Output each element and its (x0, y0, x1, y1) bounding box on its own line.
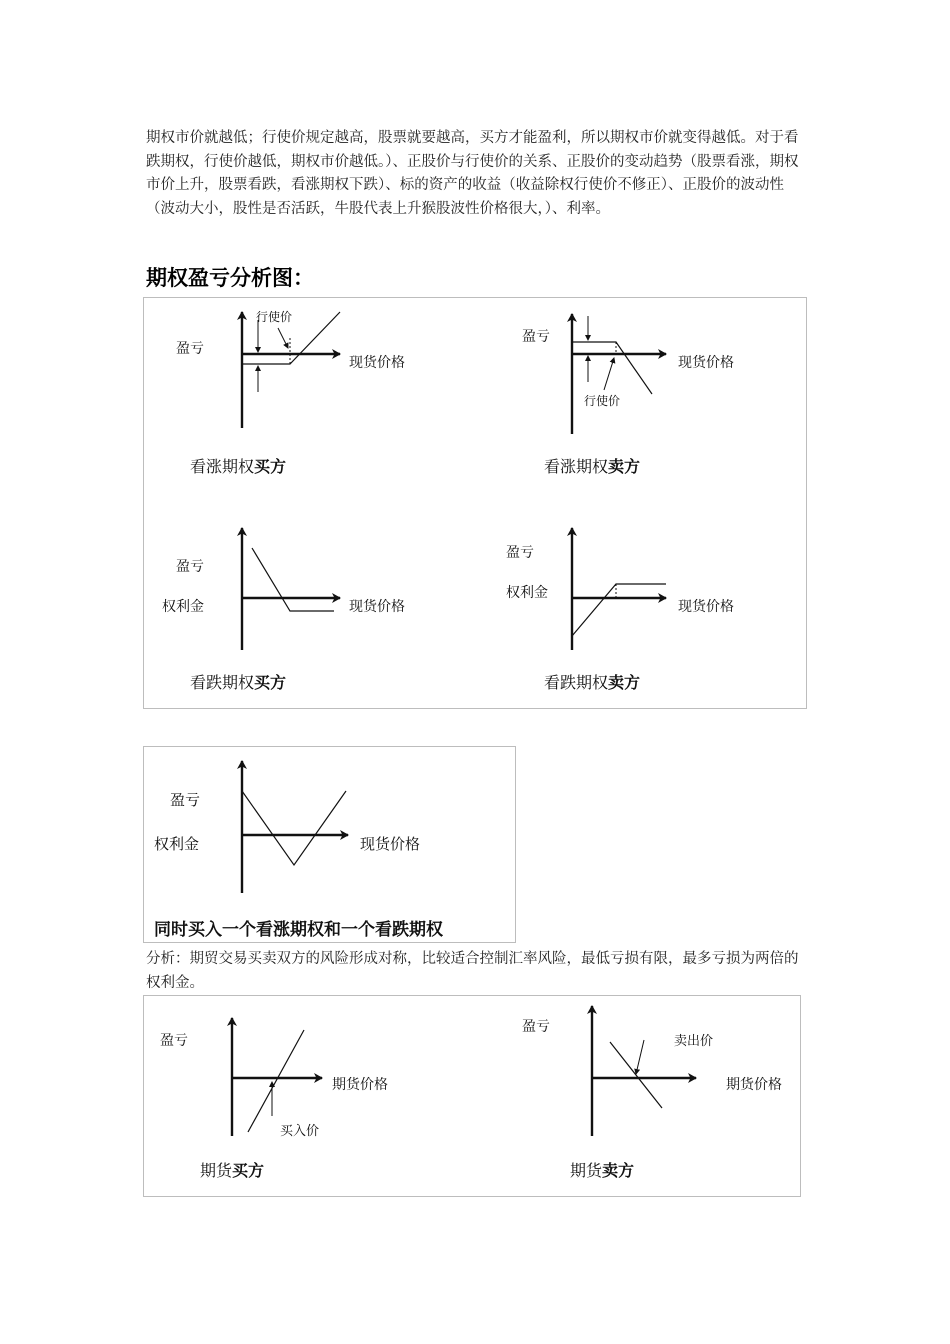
analysis-paragraph: 分析：期贸交易买卖双方的风险形成对称，比较适合控制汇率风险，最低亏损有限，最多亏损为两倍的权利金。 (146, 951, 799, 991)
spot-price-label: 现货价格 (349, 599, 405, 615)
call-seller-caption: 看涨期权卖方 (544, 457, 641, 476)
profit-loss-label: 盈亏 (522, 1019, 550, 1035)
futures-buyer-caption: 期货买方 (200, 1161, 265, 1180)
straddle-caption: 同时买入一个看涨期权和一个看跌期权 (154, 920, 443, 940)
put-seller-caption: 看跌期权卖方 (544, 673, 641, 692)
call-seller-chart (572, 314, 666, 434)
premium-label: 权利金 (154, 835, 200, 853)
profit-loss-label: 盈亏 (170, 791, 201, 809)
put-buyer-chart (242, 528, 340, 650)
spot-price-label: 现货价格 (360, 835, 421, 853)
premium-label: 权利金 (162, 599, 204, 615)
spot-price-label: 现货价格 (678, 599, 734, 615)
straddle-diagram-panel (143, 746, 516, 943)
futures-seller-chart (592, 1006, 696, 1136)
futures-price-label: 期货价格 (726, 1077, 782, 1093)
buy-price-label: 买入价 (280, 1124, 320, 1139)
futures-price-label: 期货价格 (332, 1077, 388, 1093)
put-seller-chart (572, 528, 666, 650)
sell-price-label: 卖出价 (674, 1034, 714, 1049)
profit-loss-label: 盈亏 (176, 341, 204, 357)
futures-diagram-panel (143, 995, 801, 1197)
spot-price-label: 现货价格 (349, 355, 405, 371)
strike-label: 行使价 (256, 310, 293, 324)
futures-buyer-chart (232, 1018, 322, 1136)
spot-price-label: 现货价格 (678, 355, 734, 371)
call-buyer-caption: 看涨期权买方 (190, 457, 287, 476)
call-buyer-chart (242, 312, 340, 428)
premium-label: 权利金 (506, 585, 548, 601)
straddle-chart (144, 747, 515, 942)
profit-loss-label: 盈亏 (506, 545, 534, 561)
body-paragraph: 期权市价就越低；行使价规定越高，股票就要越高，买方才能盈利，所以期权市价就变得越低。对于看跌期权，行使价越低，期权市价越低。）、正股价与行使价的关系、正股价的变动趋势（股票看涨，期权市价上升，股票看跌，看涨期权下跌）、标的资产的收益（收益除权行使价不修正）、正股价的波动性（波动大小，股性是否活跃，牛股代表上升猴股波性价格很大，）、利率。 (146, 130, 799, 217)
strike-label: 行使价 (584, 394, 621, 408)
profit-loss-label: 盈亏 (176, 559, 204, 575)
options-diagram-panel (143, 297, 807, 709)
futures-seller-caption: 期货卖方 (570, 1161, 635, 1180)
section-heading: 期权盈亏分析图： (146, 266, 314, 290)
profit-loss-label: 盈亏 (522, 329, 550, 345)
put-buyer-caption: 看跌期权买方 (190, 673, 287, 692)
profit-loss-label: 盈亏 (160, 1033, 188, 1049)
